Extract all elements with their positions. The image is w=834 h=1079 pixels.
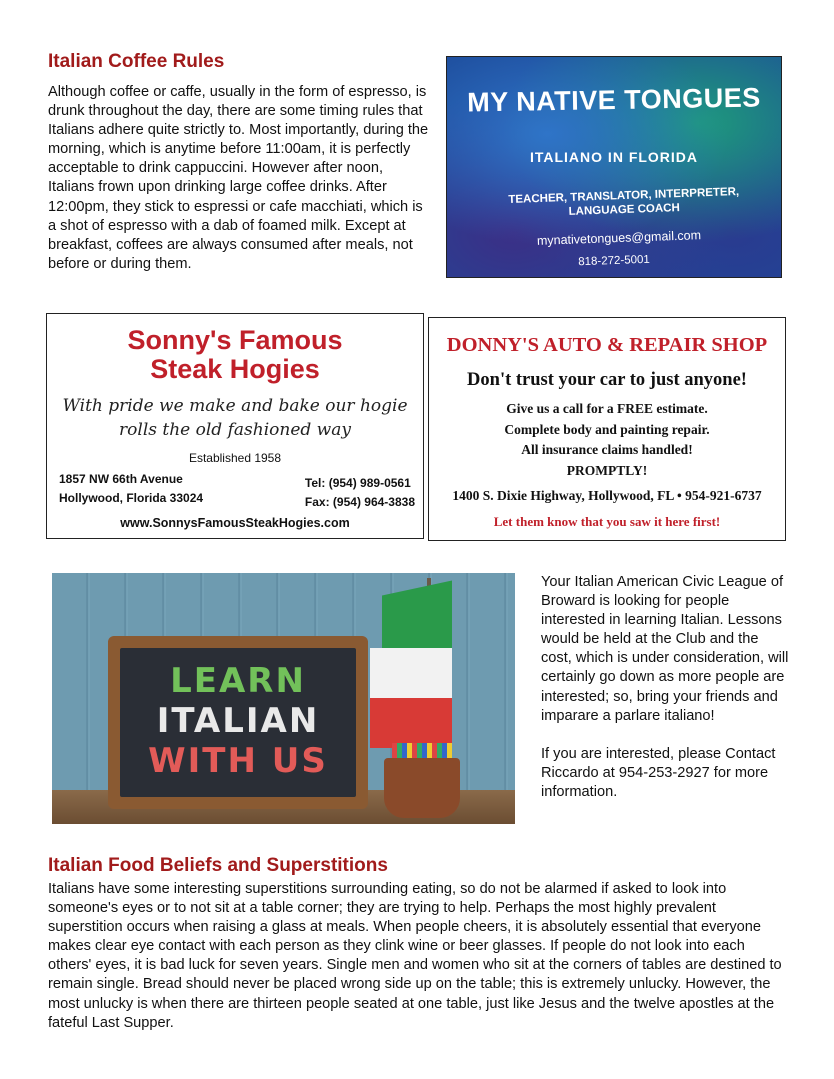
ad-services-line: TEACHER, TRANSLATOR, INTERPRETER, xyxy=(508,185,740,207)
ad-tagline-line: rolls the old fashioned way xyxy=(119,420,351,440)
flag-red-stripe xyxy=(370,698,452,748)
ad-tagline-line: With pride we make and bake our hogie xyxy=(62,396,408,416)
ad-detail-line: All insurance claims handled! xyxy=(521,442,693,457)
ad-phones xyxy=(305,474,415,512)
ad-business-name: DONNY'S AUTO & REPAIR SHOP xyxy=(446,334,768,356)
my-native-tongues-ad xyxy=(446,56,782,278)
contact-paragraph: If you are interested, please Contact Riccardo at 954-253-2927 for more information. xyxy=(541,745,776,800)
food-body: Italians have some interesting superstitions surrounding eating, so do not be alarmed if asked to look into someone's eyes or to not sit at a table corner; they are trying to help. Perhaps the most highly prevalent superstition occurs when raising a glass at meals. When people cheers, it is absolutely essential that everyone makes clear eye contact with each person as they clink wine or beer glasses. If people do not look into each others' eyes, it is bad luck for seven years. Single men and women who sit at the corners of tables are destined to remain single. Bread should never be placed wrong side up on the table; this is extremely unlucky. However, the most unlucky is when there are thirteen people seated at one table, just like Jesus and the twelve apostles at the fateful Last Supper. xyxy=(48,881,782,1031)
ad-slogan: Don't trust your car to just anyone! xyxy=(467,370,747,390)
ad-subtitle: ITALIANO IN FLORIDA xyxy=(529,149,699,165)
ad-services xyxy=(507,185,742,221)
pencil-pot xyxy=(384,758,460,818)
ad-tagline xyxy=(57,394,413,442)
ad-detail-line: Complete body and painting repair. xyxy=(504,421,710,437)
ad-website: www.SonnysFamousSteakHogies.com xyxy=(120,516,350,530)
ad-address xyxy=(59,470,203,508)
learn-italian-image xyxy=(52,573,515,824)
ad-detail-line: PROMPTLY! xyxy=(566,462,648,478)
ad-phone: 818-272-5001 xyxy=(577,253,651,269)
ad-business-name xyxy=(47,326,423,384)
chalk-word-with-us: WITH US xyxy=(148,741,328,781)
ad-services-line: LANGUAGE COACH xyxy=(568,202,680,218)
ad-name-line: Steak Hogies xyxy=(150,354,320,384)
sonnys-steak-hogies-ad xyxy=(46,313,424,539)
ad-title: MY NATIVE TONGUES xyxy=(466,82,761,118)
ad-name-line: Sonny's Famous xyxy=(127,325,343,355)
ad-details xyxy=(429,399,785,481)
chalk-word-learn: LEARN xyxy=(170,661,306,701)
ad-address-line: 1857 NW 66th Avenue xyxy=(59,472,183,486)
ad-address: 1400 S. Dixie Highway, Hollywood, FL • 954-921-6737 xyxy=(452,488,762,503)
ad-footer: Let them know that you saw it here first! xyxy=(493,514,721,529)
donnys-auto-repair-ad xyxy=(428,317,786,541)
ad-detail-line: Give us a call for a FREE estimate. xyxy=(506,401,708,416)
lessons-paragraph: Your Italian American Civic League of Broward is looking for people interested in learning Italian. Lessons would be held at the Club and the cost, which is under consideration, will certainly go down as more people are interested; so, bring your friends and imparare a parlare italiano! xyxy=(541,574,789,724)
lessons-announcement xyxy=(541,573,791,821)
ad-established: Established 1958 xyxy=(188,451,282,465)
food-heading: Italian Food Beliefs and Superstitions xyxy=(48,855,388,876)
flag-white-stripe xyxy=(370,648,452,703)
coffee-body: Although coffee or caffe, usually in the form of espresso, is drunk throughout the day, there are some timing rules that Italians adhere quite strictly to. Most importantly, during the morning, which is anytime before 11:00am, it is perfectly acceptable to drink cappuccini. However after noon, Italians frown upon drinking large coffee drinks. After 12:00pm, they stick to espressi or cafe macchiati, which is a shot of espresso with a dab of foamed milk. Except at breakfast, coffees are always consumed after meals, not before or during them. xyxy=(48,84,429,272)
ad-fax: Fax: (954) 964-3838 xyxy=(304,495,415,509)
ad-tel: Tel: (954) 989-0561 xyxy=(304,476,411,490)
ad-email: mynativetongues@gmail.com xyxy=(536,228,702,248)
coffee-heading: Italian Coffee Rules xyxy=(48,51,225,72)
ad-address-line: Hollywood, Florida 33024 xyxy=(59,491,204,505)
chalk-word-italian: ITALIAN xyxy=(156,701,320,741)
